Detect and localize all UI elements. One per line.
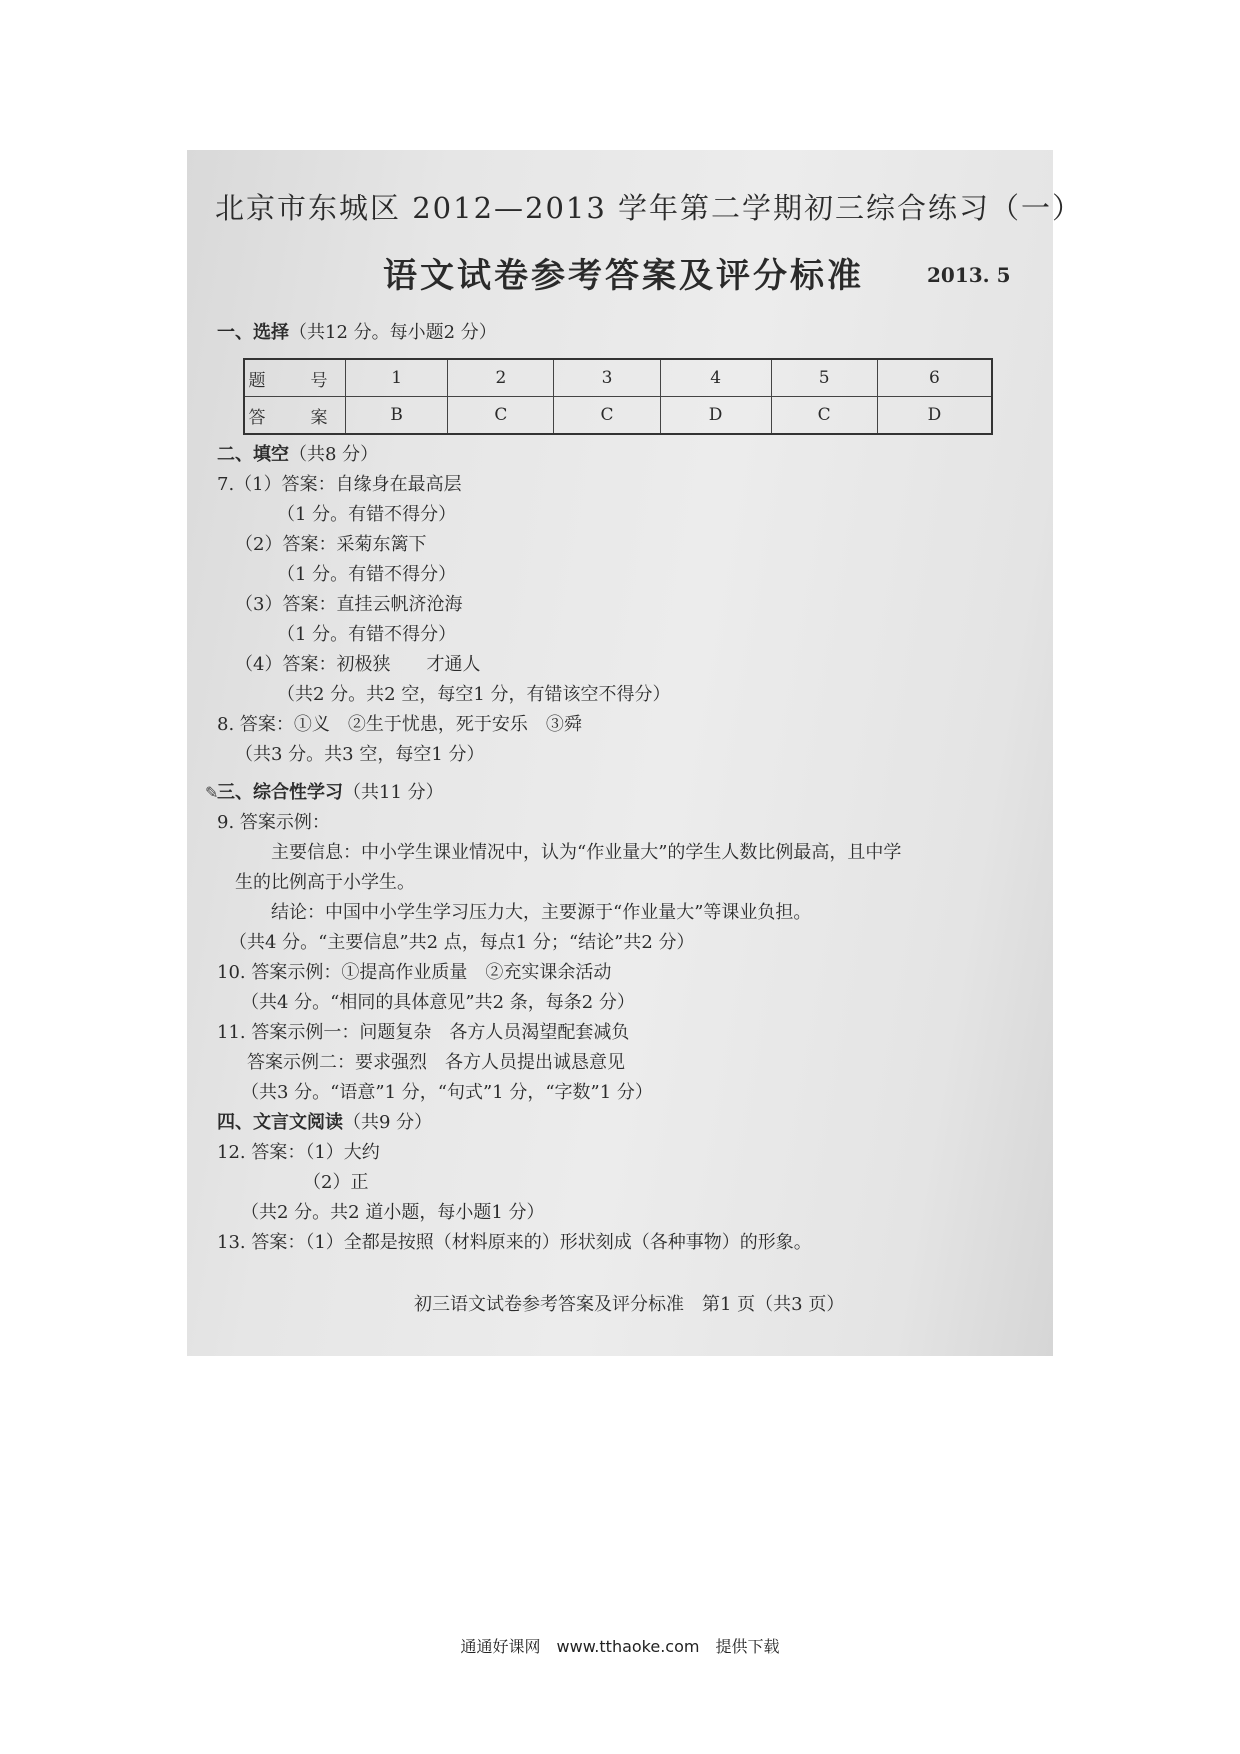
scoring-line: （1 分。有错不得分） (277, 564, 457, 585)
multiple-choice-answer-table (243, 358, 993, 435)
answer-line: 9. 答案示例： (217, 812, 330, 833)
table-cell-number: 1 (346, 359, 448, 397)
answer-line: （2）正 (303, 1172, 369, 1193)
answer-line: 7.（1）答案：自缘身在最高层 (217, 474, 462, 495)
table-cell-answer: C (771, 397, 877, 435)
answer-line: 8. 答案：①义 ②生于忧患，死于安乐 ③舜 (217, 714, 582, 735)
table-header-answer: 答 案 (244, 397, 346, 435)
section-4-heading: 四、文言文阅读 (217, 1112, 343, 1133)
answer-line: 生的比例高于小学生。 (235, 872, 415, 893)
scoring-line: （共3 分。共3 空，每空1 分） (235, 744, 485, 765)
table-cell-answer: C (448, 397, 554, 435)
section-2-heading: 二、填空 (217, 444, 289, 465)
answer-line: 11. 答案示例一：问题复杂 各方人员渴望配套减负 (217, 1022, 630, 1043)
table-cell-answer: D (660, 397, 771, 435)
header-title-line: 北京市东城区 2012—2013 学年第二学期初三综合练习（一） (215, 191, 1084, 225)
table-cell-answer: D (877, 397, 992, 435)
table-cell-number: 6 (877, 359, 992, 397)
scanned-answer-sheet (187, 150, 1084, 1356)
scoring-line: （共4 分。“相同的具体意见”共2 条，每条2 分） (241, 992, 635, 1013)
section-2-note: （共8 分） (289, 444, 379, 465)
answer-line: 10. 答案示例：①提高作业质量 ②充实课余活动 (217, 962, 612, 983)
scoring-line: （共2 分。共2 空，每空1 分，有错该空不得分） (277, 684, 671, 705)
section-1-header (217, 318, 497, 344)
table-cell-number: 4 (660, 359, 771, 397)
page-footer: 初三语文试卷参考答案及评分标准 第1 页（共3 页） (414, 1294, 845, 1315)
answer-line: （3）答案：直挂云帆济沧海 (235, 594, 463, 615)
section-3-header (217, 778, 444, 804)
table-cell-number: 3 (554, 359, 660, 397)
scoring-line: （1 分。有错不得分） (277, 504, 457, 525)
answer-line: （4）答案：初极狭 才通人 (235, 654, 481, 675)
section-1-note: （共12 分。每小题2 分） (289, 322, 497, 343)
table-cell-number: 5 (771, 359, 877, 397)
answer-line: （2）答案：采菊东篱下 (235, 534, 427, 555)
section-4-header (217, 1108, 432, 1134)
scoring-line: （共2 分。共2 道小题，每小题1 分） (241, 1202, 545, 1223)
scoring-line: （共3 分。“语意”1 分，“句式”1 分，“字数”1 分） (241, 1082, 653, 1103)
document-title: 语文试卷参考答案及评分标准 (383, 256, 864, 296)
document-date: 2013. 5 (927, 263, 1011, 287)
answer-line: 结论：中国中小学生学习压力大，主要源于“作业量大”等课业负担。 (271, 902, 812, 923)
section-3-note: （共11 分） (343, 782, 444, 803)
section-4-note: （共9 分） (343, 1112, 433, 1133)
table-header-number: 题 号 (244, 359, 346, 397)
answer-line: 13. 答案：（1）全都是按照（材料原来的）形状刻成（各种事物）的形象。 (217, 1232, 812, 1253)
site-footer: 通通好课网 www.tthaoke.com 提供下载 (460, 1637, 780, 1656)
answer-line: 主要信息：中小学生课业情况中，认为“作业量大”的学生人数比例最高，且中学 (271, 842, 902, 863)
table-row-answers (244, 397, 992, 435)
section-1-heading: 一、选择 (217, 322, 289, 343)
answer-line: 答案示例二：要求强烈 各方人员提出诚恳意见 (247, 1052, 625, 1073)
table-cell-answer: C (554, 397, 660, 435)
section-3-heading: 三、综合性学习 (217, 782, 343, 803)
pencil-icon: ✎ (205, 783, 219, 802)
table-row-numbers (244, 359, 992, 397)
scoring-line: （1 分。有错不得分） (277, 624, 457, 645)
answer-line: 12. 答案：（1）大约 (217, 1142, 380, 1163)
table-cell-number: 2 (448, 359, 554, 397)
section-2-header (217, 440, 378, 466)
scoring-line: （共4 分。“主要信息”共2 点，每点1 分；“结论”共2 分） (229, 932, 695, 953)
table-cell-answer: B (346, 397, 448, 435)
